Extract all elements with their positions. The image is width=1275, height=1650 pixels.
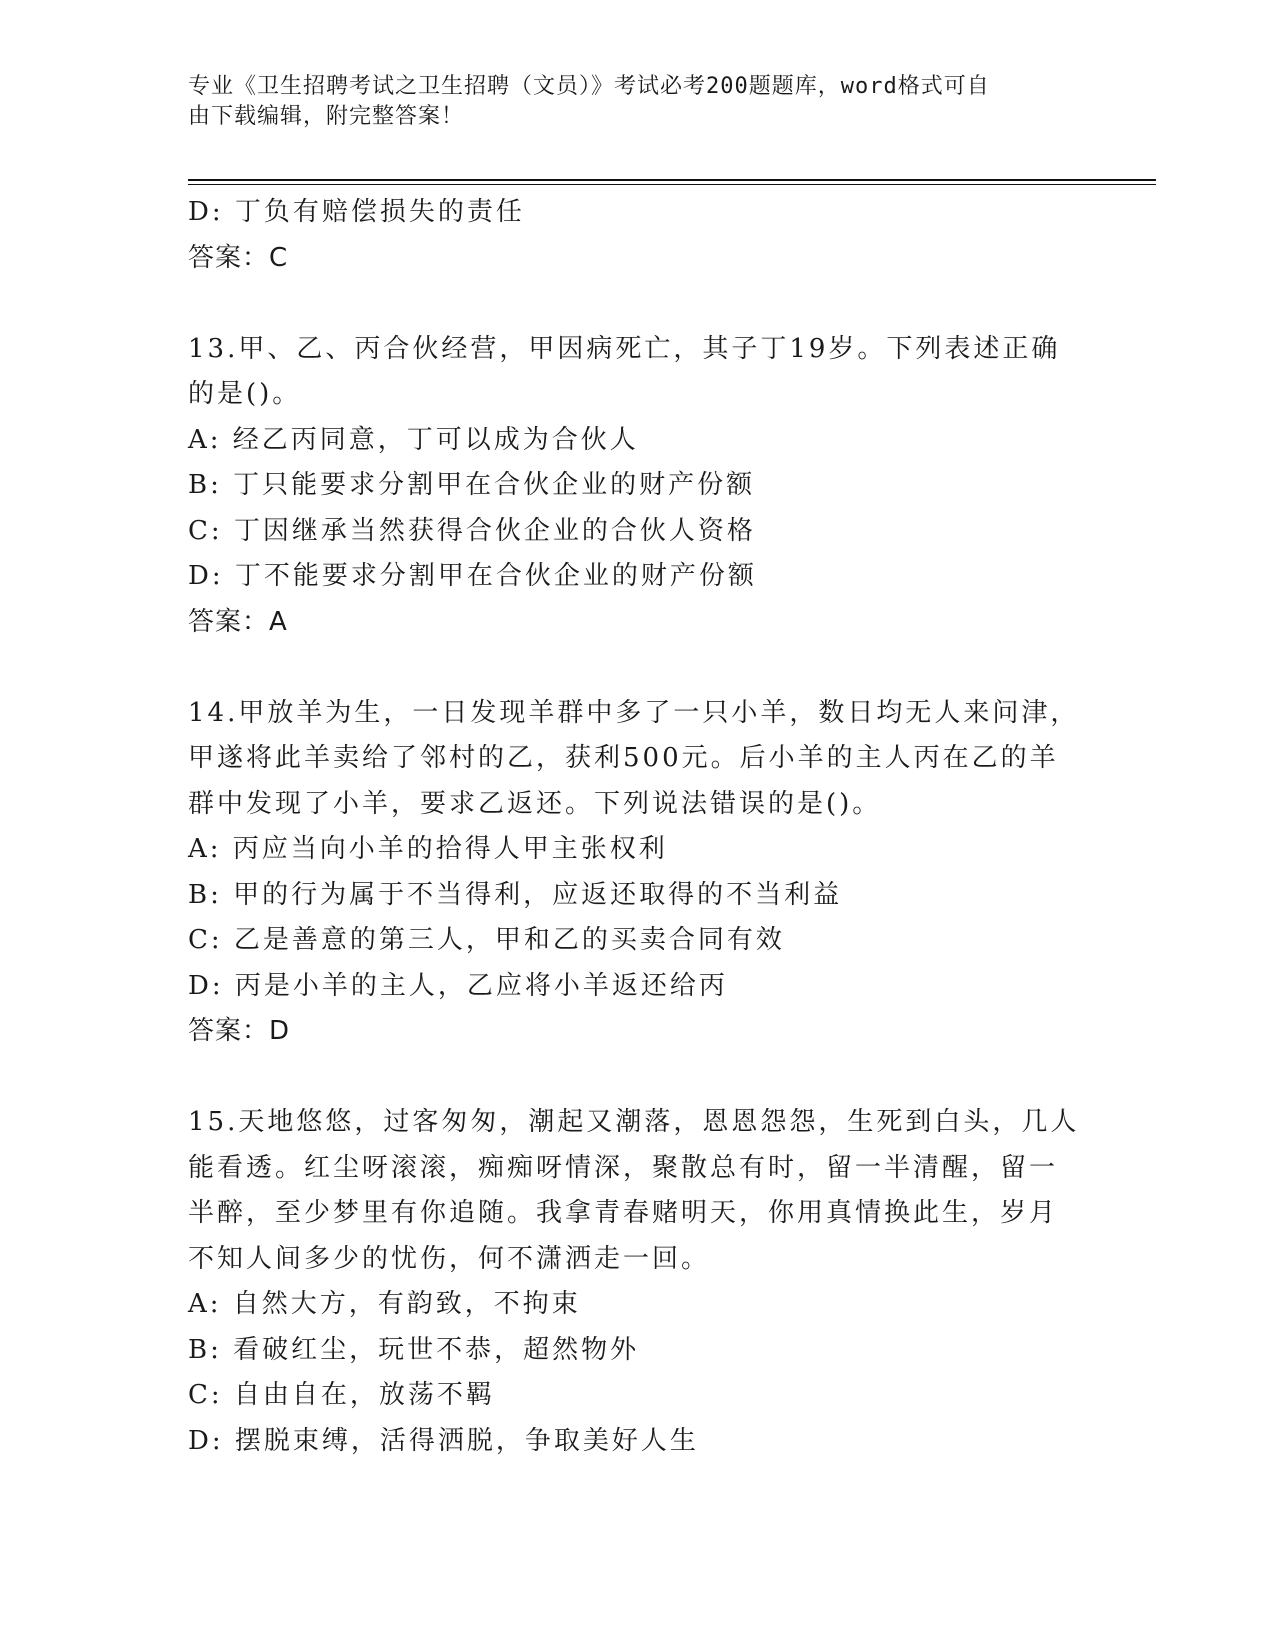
question-stem-line: 15.天地悠悠，过客匆匆，潮起又潮落，恩恩怨怨，生死到白头，几人 (188, 1107, 1080, 1137)
header-divider-thin (188, 184, 1156, 185)
option-d: D: 摆脱束缚，活得洒脱，争取美好人生 (188, 1425, 699, 1456)
page-header (188, 72, 1068, 132)
question-stem-line: 13.甲、乙、丙合伙经营，甲因病死亡，其子丁19岁。下列表述正确 (188, 333, 1061, 364)
answer-line: 答案：C (188, 242, 289, 273)
question-stem-line: 能看透。红尘呀滚滚，痴痴呀情深，聚散总有时，留一半清醒，留一 (188, 1152, 1059, 1183)
question-stem-line: 不知人间多少的忧伤，何不潇洒走一回。 (188, 1243, 711, 1274)
option-a: A: 自然大方，有韵致，不拘束 (188, 1289, 581, 1319)
question-15 (188, 1100, 1088, 1464)
spacer (188, 645, 1088, 691)
question-13 (188, 327, 1088, 646)
question-stem-line: 的是()。 (188, 379, 302, 409)
answer-line: 答案：D (188, 1016, 291, 1046)
question-stem-line: 群中发现了小羊，要求乙返还。下列说法错误的是()。 (188, 788, 882, 819)
question-stem-line: 14.甲放羊为生，一日发现羊群中多了一只小羊，数日均无人来问津， (188, 697, 1080, 728)
option-a: A: 丙应当向小羊的拾得人甲主张权利 (188, 834, 668, 864)
option-b: B: 看破红尘，玩世不恭，超然物外 (188, 1334, 640, 1365)
option-d: D: 丁不能要求分割甲在合伙企业的财产份额 (188, 561, 757, 591)
option-c: C: 自由自在，放荡不羁 (188, 1380, 495, 1410)
spacer (188, 1055, 1088, 1101)
option-b: B: 丁只能要求分割甲在合伙企业的财产份额 (188, 470, 756, 500)
answer-line: 答案：A (188, 606, 288, 637)
question-list (188, 190, 1088, 1464)
header-line-2: 由下载编辑，附完整答案！ (188, 104, 465, 129)
spacer (188, 281, 1088, 327)
header-line-1: 专业《卫生招聘考试之卫生招聘（文员）》考试必考200题题库，word格式可自 (188, 74, 990, 99)
header-divider-thick (188, 179, 1156, 181)
option-b: B: 甲的行为属于不当得利，应返还取得的不当利益 (188, 879, 843, 910)
option-c: C: 丁因继承当然获得合伙企业的合伙人资格 (188, 515, 756, 546)
question-14 (188, 691, 1088, 1055)
option-a: A: 经乙丙同意，丁可以成为合伙人 (188, 424, 639, 455)
question-stem-line: 甲遂将此羊卖给了邻村的乙，获利500元。后小羊的主人丙在乙的羊 (188, 743, 1059, 773)
option-d: D: 丁负有赔偿损失的责任 (188, 197, 525, 227)
option-c: C: 乙是善意的第三人，甲和乙的买卖合同有效 (188, 925, 785, 955)
question-12-tail (188, 190, 1088, 281)
question-stem-line: 半醉，至少梦里有你追随。我拿青春赌明天，你用真情换此生，岁月 (188, 1198, 1059, 1228)
option-d: D: 丙是小羊的主人，乙应将小羊返还给丙 (188, 970, 728, 1001)
